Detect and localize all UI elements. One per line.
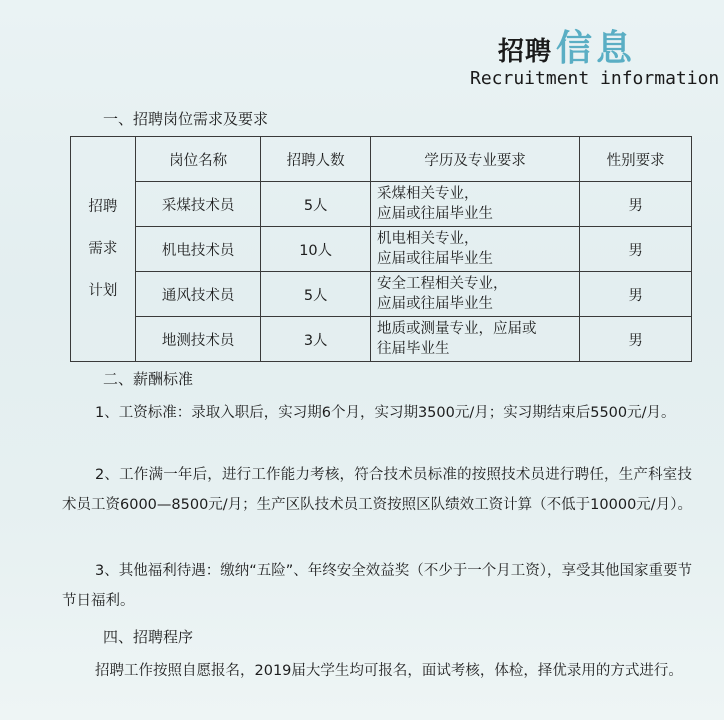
gender-cell: 男 xyxy=(580,317,692,362)
title-chinese xyxy=(498,20,636,71)
count-cell: 10人 xyxy=(261,227,371,272)
recruitment-table xyxy=(70,136,692,362)
table-row xyxy=(71,182,692,227)
requirement-line: 采煤相关专业， xyxy=(377,186,479,202)
header-position: 岗位名称 xyxy=(135,137,261,182)
section1-heading: 一、招聘岗位需求及要求 xyxy=(103,110,269,128)
title-accent: 信息 xyxy=(556,27,637,69)
procedure-text-content: 招聘工作按照自愿报名，2019届大学生均可报名，面试考核，体检，择优录用的方式进行。 xyxy=(95,663,683,679)
requirement-line: 安全工程相关专业， xyxy=(377,276,508,292)
count-cell: 5人 xyxy=(261,182,371,227)
title-english: Recruitment information xyxy=(470,68,720,89)
requirement-line: 地质或测量专业，应届或 xyxy=(377,321,537,337)
plan-label-3: 计划 xyxy=(88,283,118,299)
salary-item-2-text: 2、工作满一年后，进行工作能力考核，符合技术员标准的按照技术员进行聘任，生产科室技术员工资6000—8500元/月；生产区队技术员工资按照区队绩效工资计算（不低于10000元/月）。 xyxy=(62,467,692,513)
table-header-row xyxy=(71,137,692,182)
title-main: 招聘 xyxy=(498,37,553,67)
salary-item-1-text: 1、工资标准：录取入职后，实习期6个月，实习期3500元/月；实习期结束后5500元/月。 xyxy=(95,405,676,421)
plan-label-cell xyxy=(71,137,136,362)
position-cell: 采煤技术员 xyxy=(135,182,261,227)
requirement-cell xyxy=(371,317,580,362)
salary-item-1 xyxy=(62,398,692,428)
count-cell: 5人 xyxy=(261,272,371,317)
table-row xyxy=(71,317,692,362)
section4-heading: 四、招聘程序 xyxy=(103,628,194,646)
header-count: 招聘人数 xyxy=(261,137,371,182)
requirement-line: 应届或往届毕业生 xyxy=(377,206,493,222)
position-cell: 机电技术员 xyxy=(135,227,261,272)
gender-cell: 男 xyxy=(580,182,692,227)
gender-cell: 男 xyxy=(580,227,692,272)
requirement-line: 机电相关专业， xyxy=(377,231,479,247)
requirement-line: 应届或往届毕业生 xyxy=(377,251,493,267)
requirement-cell xyxy=(371,182,580,227)
position-cell: 通风技术员 xyxy=(135,272,261,317)
salary-item-3-text: 3、其他福利待遇：缴纳“五险”、年终安全效益奖（不少于一个月工资），享受其他国家重要节节日福利。 xyxy=(62,563,692,609)
salary-item-3 xyxy=(62,556,692,616)
header-gender: 性别要求 xyxy=(580,137,692,182)
header-requirements: 学历及专业要求 xyxy=(371,137,580,182)
plan-label-1: 招聘 xyxy=(88,199,118,215)
count-cell: 3人 xyxy=(261,317,371,362)
requirement-cell xyxy=(371,227,580,272)
table-row xyxy=(71,272,692,317)
position-cell: 地测技术员 xyxy=(135,317,261,362)
table-row xyxy=(71,227,692,272)
requirement-line: 往届毕业生 xyxy=(377,341,450,357)
plan-label-2: 需求 xyxy=(88,241,118,257)
requirement-cell xyxy=(371,272,580,317)
document-header xyxy=(470,20,720,95)
salary-item-2 xyxy=(62,460,692,520)
gender-cell: 男 xyxy=(580,272,692,317)
procedure-text xyxy=(62,656,692,686)
requirement-line: 应届或往届毕业生 xyxy=(377,296,493,312)
section2-heading: 二、薪酬标准 xyxy=(103,370,194,388)
